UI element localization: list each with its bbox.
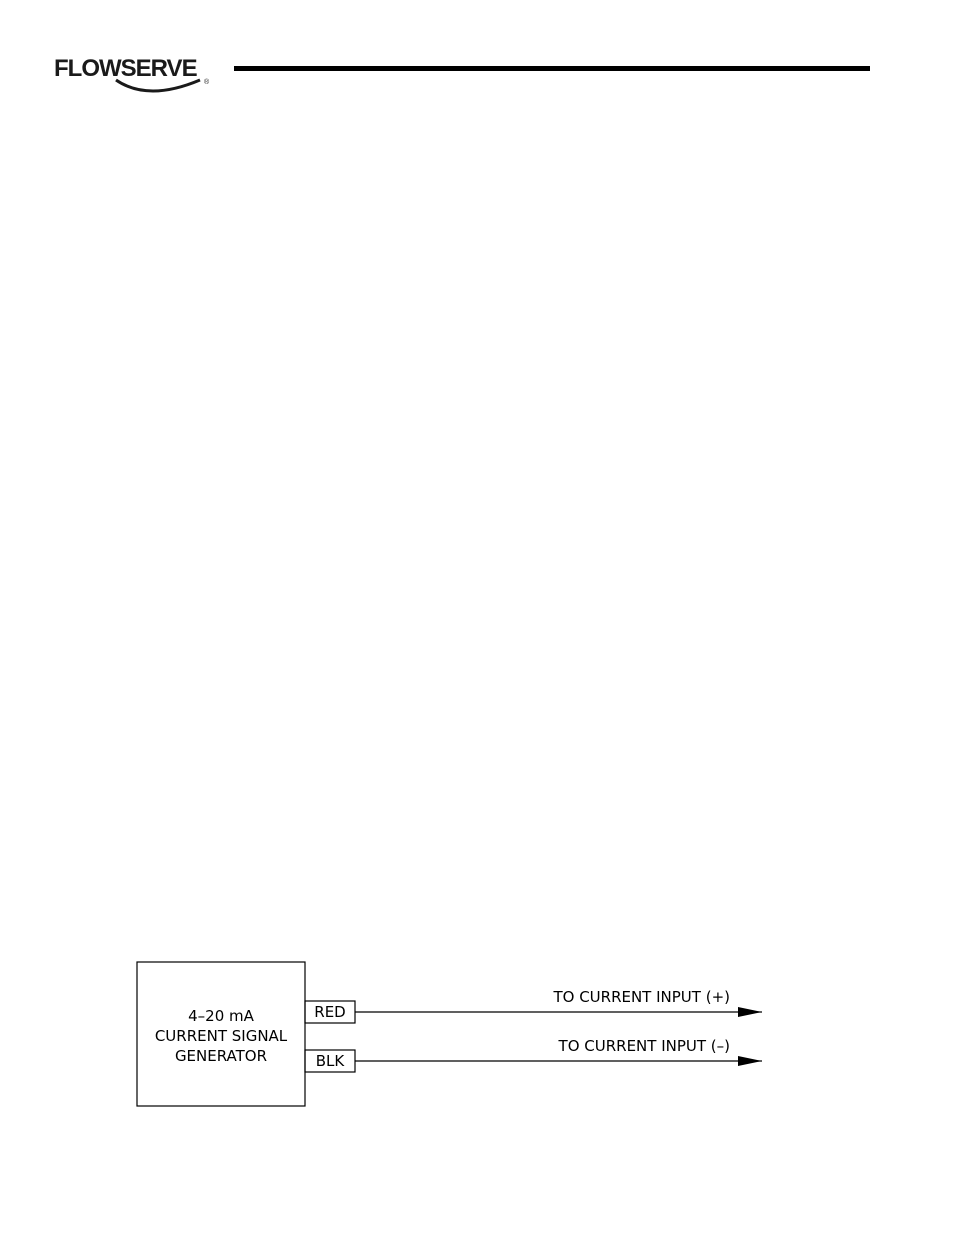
generator-label-line-3: GENERATOR xyxy=(174,1047,268,1065)
wire-blk-destination: TO CURRENT INPUT (–) xyxy=(558,1037,730,1055)
logo-wordmark: FLOWSERVE xyxy=(54,55,197,82)
generator-label-line-2: CURRENT SIGNAL xyxy=(154,1027,288,1045)
logo-registered-mark: ® xyxy=(204,79,210,86)
terminal-blk-label: BLK xyxy=(315,1052,345,1070)
generator-label-line-1: 4–20 mA xyxy=(188,1007,254,1025)
wire-red-destination: TO CURRENT INPUT (+) xyxy=(553,988,730,1006)
terminal-red-label: RED xyxy=(314,1003,346,1021)
